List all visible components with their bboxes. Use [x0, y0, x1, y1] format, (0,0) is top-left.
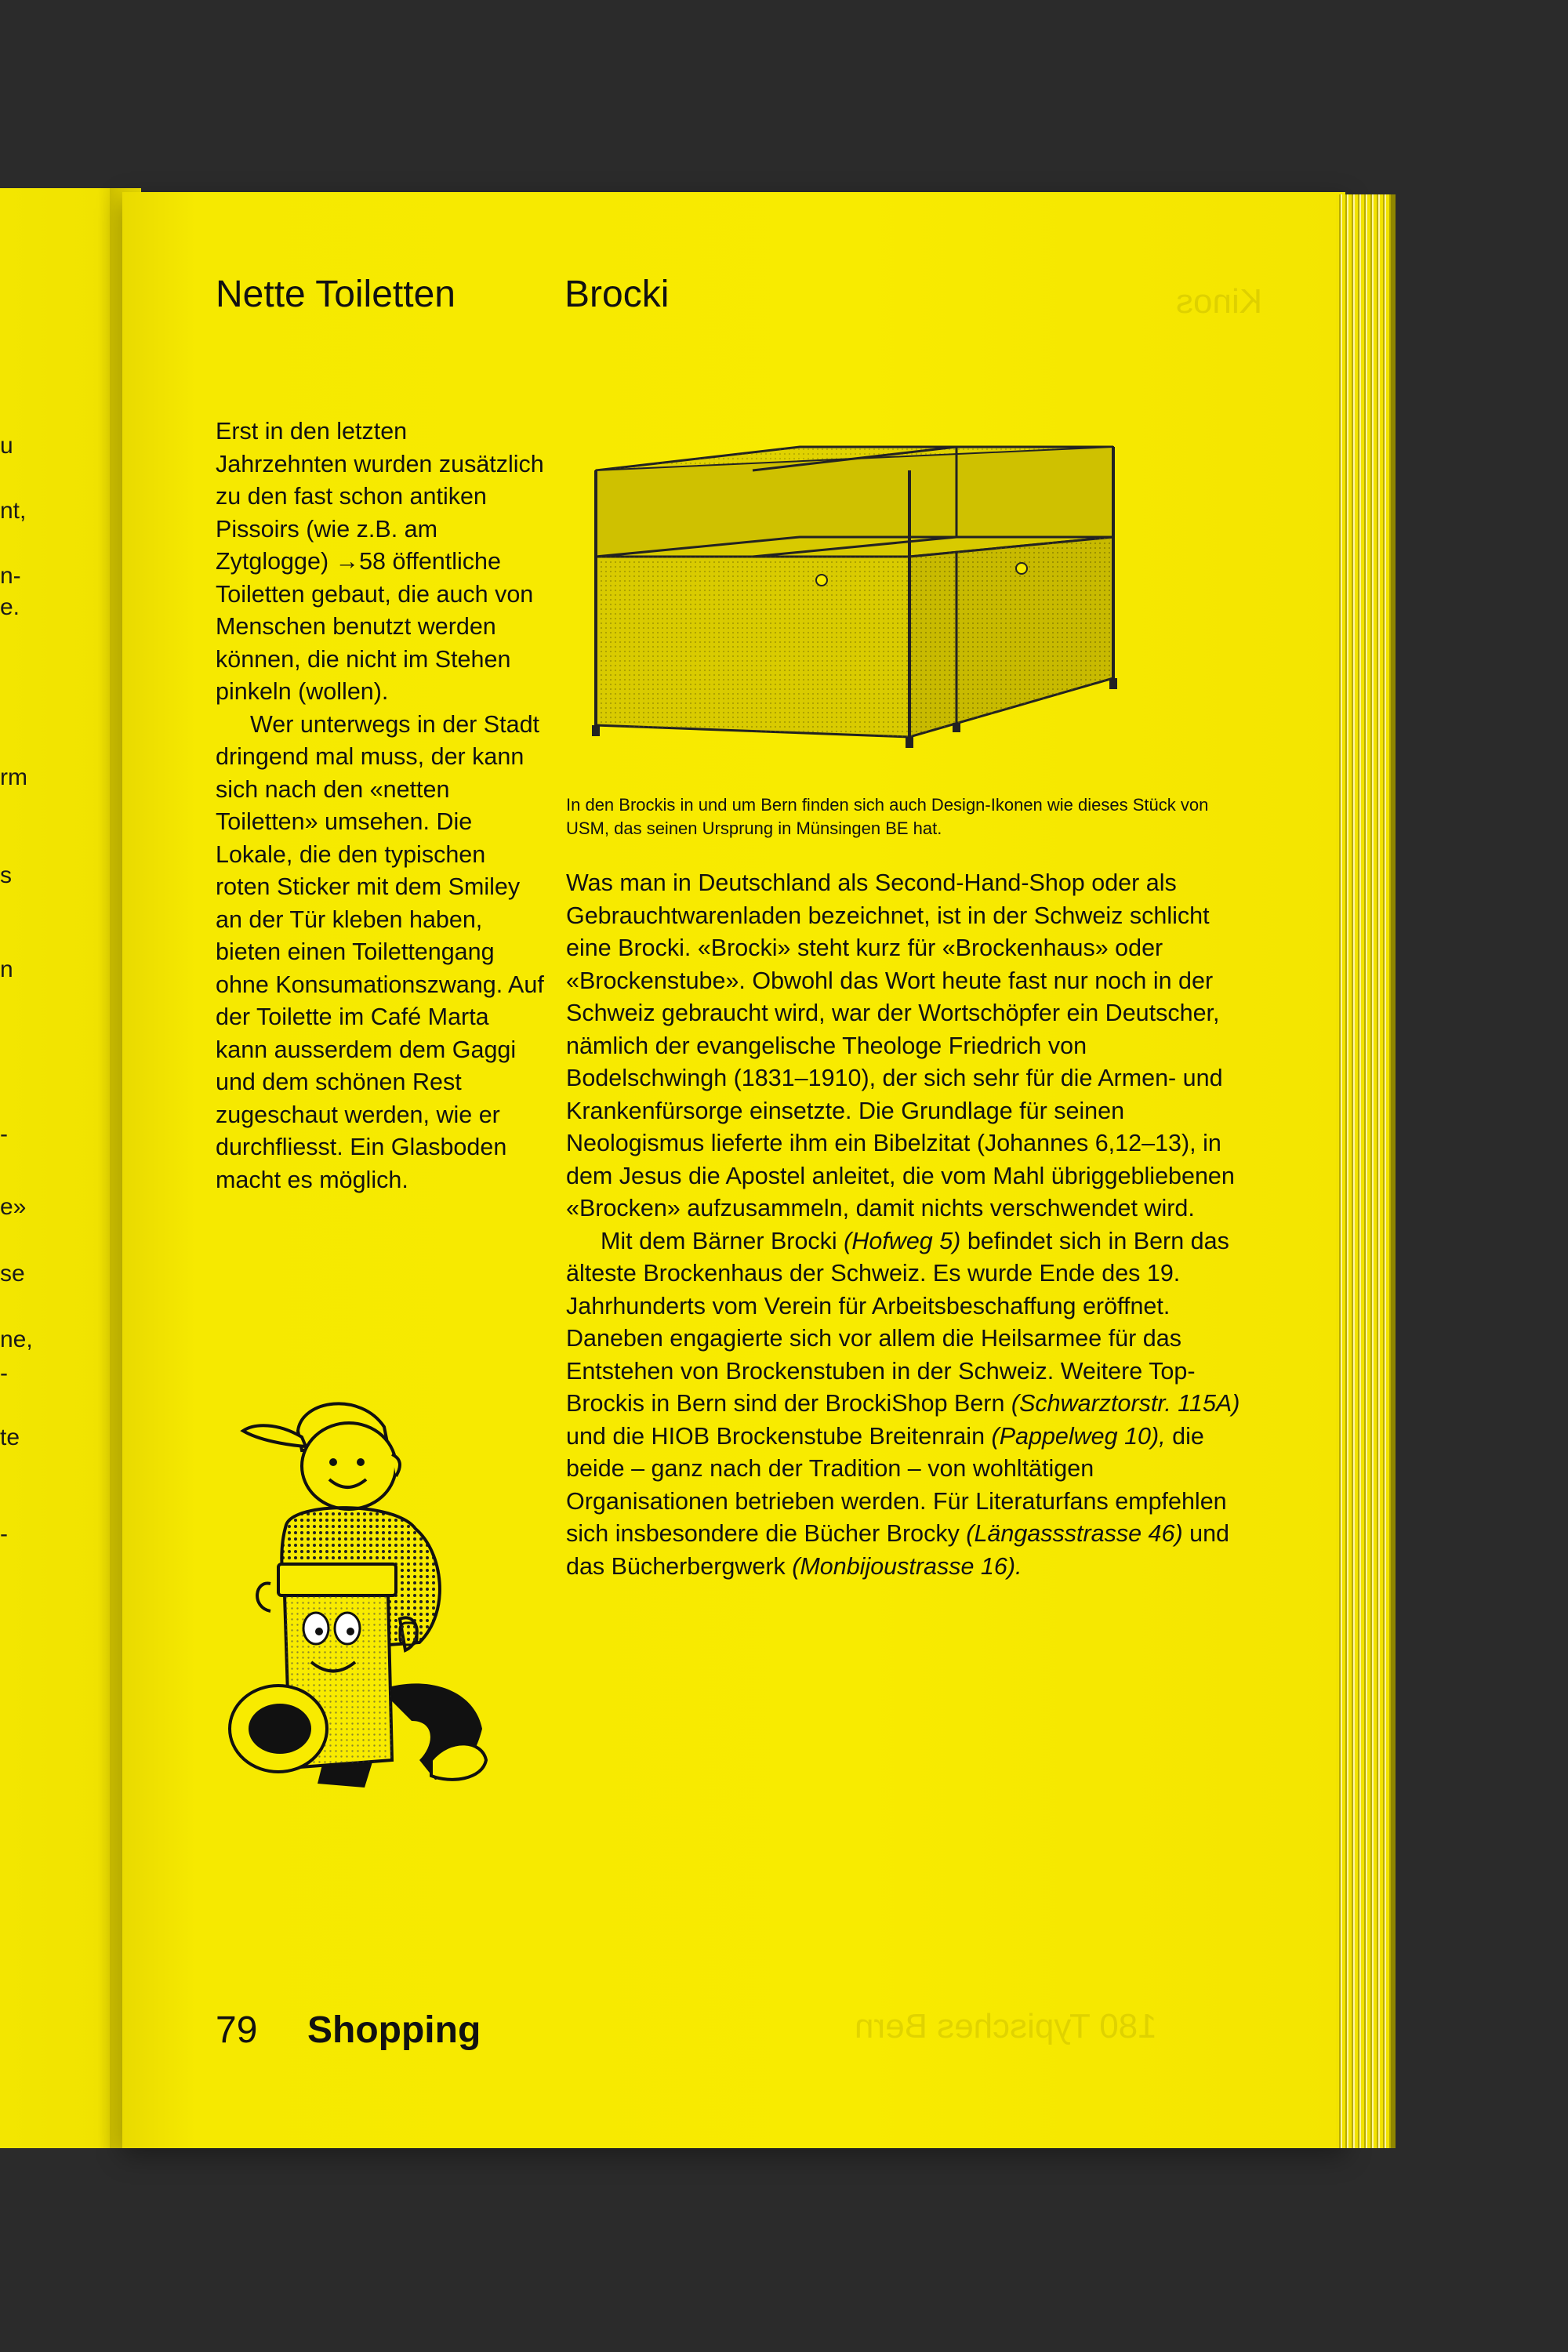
left-page-fragment: ne, [0, 1327, 33, 1352]
toiletten-paragraph: Erst in den letzten Jahrzehnten wurden zusätzlich zu den fast schon antiken Pissoirs (wie z.B. am Zytglogge) →58 öffentliche Toiletten gebaut, die auch von Menschen benutzt werden können, die nicht im Stehen pinkeln (wollen). [216, 418, 544, 705]
address: (Längassstrasse 46) [966, 1520, 1183, 1547]
left-page-fragment: n [0, 956, 13, 982]
left-page-fragment: e. [0, 594, 20, 620]
brocki-paragraph: Was man in Deutschland als Second-Hand-Shop oder als Gebrauchtwarenladen bezeichnet, ist in der Schweiz schlicht eine Brocki. «Brocki» steht kurz für «Brockenhaus» oder «Brockenstube». Obwohl das Wort heute fast nur noch in der Schweiz gebraucht wird, war der Wortschöpfer ein Deutscher, nämlich der evangelische Theologe Friedrich von Bodelschwingh (1831–1910), der sich sehr für die Armen- und Krankenfürsorge einsetzte. Die Grundlage für seinen Neologismus lieferte ihm ein Bibelzitat (Johannes 6,12–13), in dem Jesus die Apostel anleitet, die vom Mahl übriggebliebenen «Brocken» aufzusammeln, damit nichts verschwendet wird. [566, 869, 1235, 1221]
page-number: 79 [216, 2009, 258, 2051]
section-title-brocki: Brocki [564, 274, 670, 315]
left-page-fragment: n- [0, 563, 21, 589]
show-through-folio: 180 Typisches Bern [855, 2007, 1157, 2045]
text-run: Mit dem Bärner Brocki [601, 1227, 844, 1254]
toilet-character-illustration [223, 1392, 553, 1799]
address: (Pappelweg 10), [991, 1422, 1166, 1450]
text-run: und die HIOB Brockenstube Breitenrain [566, 1422, 992, 1450]
left-page-fragment: - [0, 1521, 8, 1547]
left-page-fragment: s [0, 862, 12, 888]
section-name: Shopping [307, 2009, 481, 2051]
text-run: und das Bücherbergwerk [566, 1520, 1230, 1580]
left-page-fragment: nt, [0, 498, 27, 524]
left-page-fragment: rm [0, 764, 27, 790]
toiletten-paragraph: Wer unterwegs in der Stadt dringend mal muss, der kann sich nach den «netten Toiletten» umsehen. Die Lokale, die den typischen roten Sticker mit dem Smiley an der Tür kleben haben, bieten einen Toilettengang ohne Konsumationszwang. Auf der Toilette im Café Marta kann ausserdem dem Gaggi und dem schönen Rest zugeschaut werden, wie er durchfliesst. Ein Glasboden macht es möglich. [216, 710, 544, 1193]
brocki-paragraph [566, 1225, 1248, 1584]
page-edges [1336, 194, 1396, 2148]
left-page-fragment: - [0, 1360, 8, 1386]
left-page-fragment: e» [0, 1194, 27, 1220]
address: (Monbijoustrasse 16). [792, 1552, 1022, 1580]
show-through-title: Kinos [1176, 282, 1263, 321]
section-title-toiletten: Nette Toiletten [216, 274, 456, 315]
illustration-caption: In den Brockis in und um Bern finden sich auch Design-Ikonen wie dieses Stück von USM, das seinen Ursprung in Münsingen BE hat. [566, 795, 1209, 838]
brocki-text [566, 867, 1248, 1583]
left-page-fragment: - [0, 1121, 8, 1147]
left-page-fragment: se [0, 1261, 25, 1287]
usm-sideboard-illustration [580, 423, 1192, 753]
text-run: die beide – ganz nach der Tradition – von wohltätigen Organisationen betrieben werden. Für Literaturfans empfehlen sich insbesondere die Bücher Brocky [566, 1422, 1227, 1547]
toiletten-text [216, 416, 545, 1196]
left-page-fragment: u [0, 433, 13, 459]
text-run: befindet sich in Bern das älteste Brockenhaus der Schweiz. Es wurde Ende des 19. Jahrhunderts vom Verein für Arbeitsbeschaffung eröffnet. Daneben engagierte sich vor allem die Heilsarmee für das Entstehen von Brockenstuben in der Schweiz. Weitere Top-Brockis in Bern sind der BrockiShop Bern [566, 1227, 1229, 1417]
left-page [0, 188, 122, 2148]
address: (Schwarztorstr. 115A) [1011, 1390, 1240, 1417]
address: (Hofweg 5) [844, 1227, 961, 1254]
left-page-fragment: te [0, 1425, 20, 1450]
